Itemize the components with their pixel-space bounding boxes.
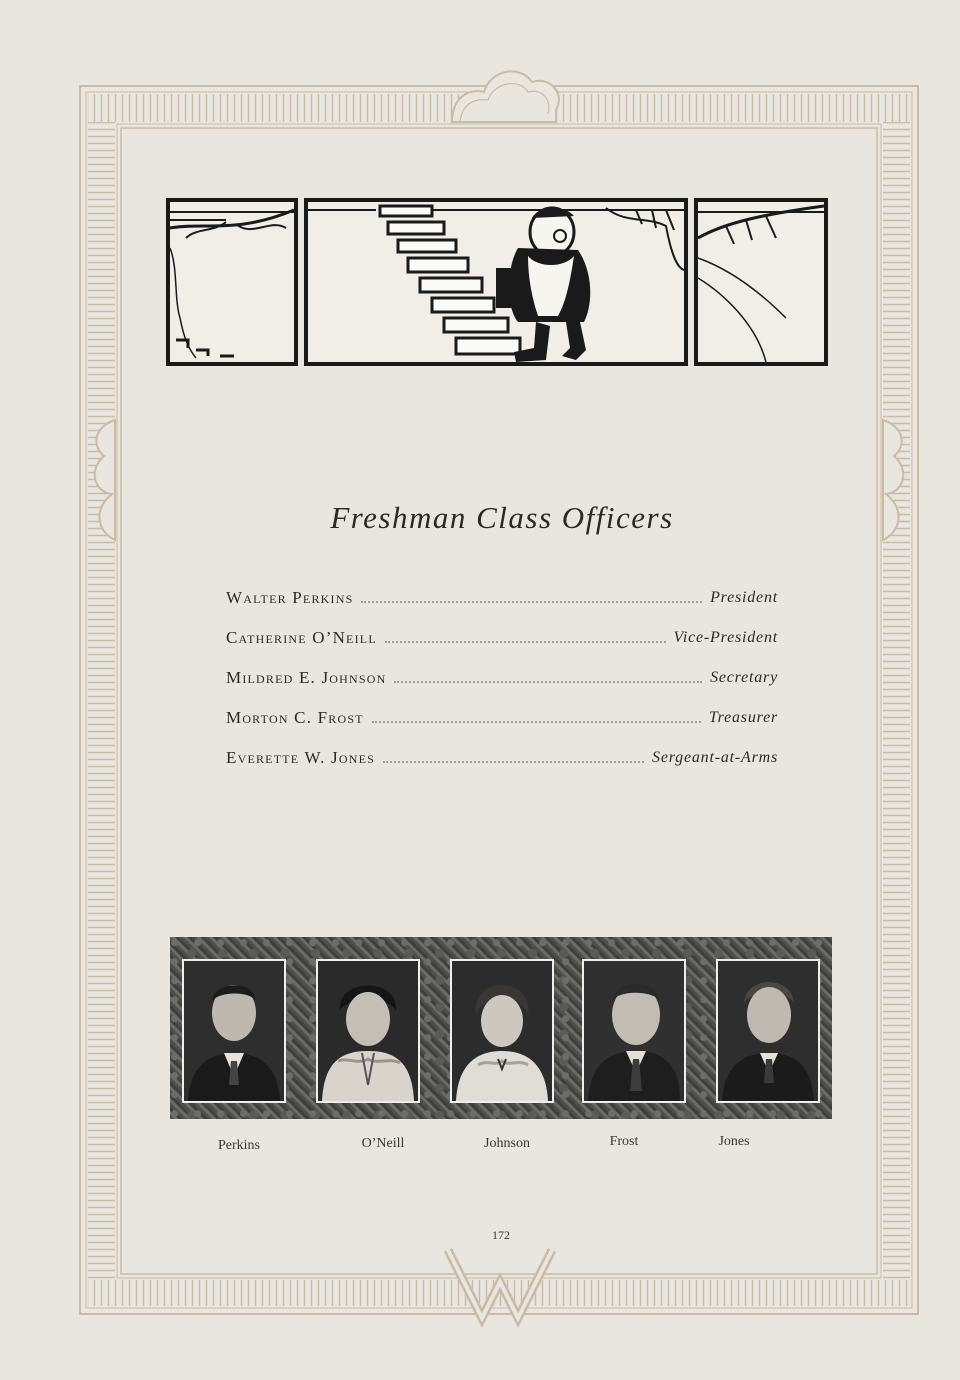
dot-leader <box>394 681 702 683</box>
photo-strip <box>170 937 832 1119</box>
header-illustration <box>166 198 830 366</box>
dot-leader <box>385 641 666 643</box>
officer-role: President <box>710 589 778 606</box>
officer-name: Everette W. Jones <box>226 748 375 767</box>
officer-name: Catherine O’Neill <box>226 628 377 647</box>
dot-leader <box>383 761 644 763</box>
portrait-photo <box>316 959 420 1103</box>
officer-role: Treasurer <box>708 709 778 726</box>
officer-row <box>226 658 778 698</box>
portrait-photo <box>450 959 554 1103</box>
officer-name: Walter Perkins <box>226 588 354 607</box>
photo-captions <box>0 1134 960 1158</box>
officer-list <box>226 578 778 778</box>
photo-caption: Jones <box>718 1134 750 1149</box>
photo-caption: Johnson <box>484 1136 530 1151</box>
page-title: Freshman Class Officers <box>330 500 674 535</box>
dot-leader <box>372 721 701 723</box>
officer-role: Secretary <box>710 669 778 686</box>
right-panel <box>696 200 826 364</box>
officer-row <box>226 738 778 778</box>
middle-panel <box>306 200 686 364</box>
photo-caption: O’Neill <box>361 1136 405 1151</box>
photo-caption: Frost <box>609 1134 639 1149</box>
officer-role: Sergeant-at-Arms <box>652 749 778 766</box>
officer-name: Mildred E. Johnson <box>226 668 387 687</box>
officer-row <box>226 578 778 618</box>
officer-row <box>226 618 778 658</box>
officer-name: Morton C. Frost <box>226 708 364 727</box>
officer-row <box>226 698 778 738</box>
left-panel <box>168 200 296 364</box>
portrait-photo <box>582 959 686 1103</box>
officer-role: Vice-President <box>673 629 778 646</box>
page-number: 172 <box>492 1228 510 1242</box>
portrait-photo <box>716 959 820 1103</box>
portrait-photo <box>182 959 286 1103</box>
dot-leader <box>361 601 702 603</box>
photo-caption: Perkins <box>218 1138 260 1153</box>
